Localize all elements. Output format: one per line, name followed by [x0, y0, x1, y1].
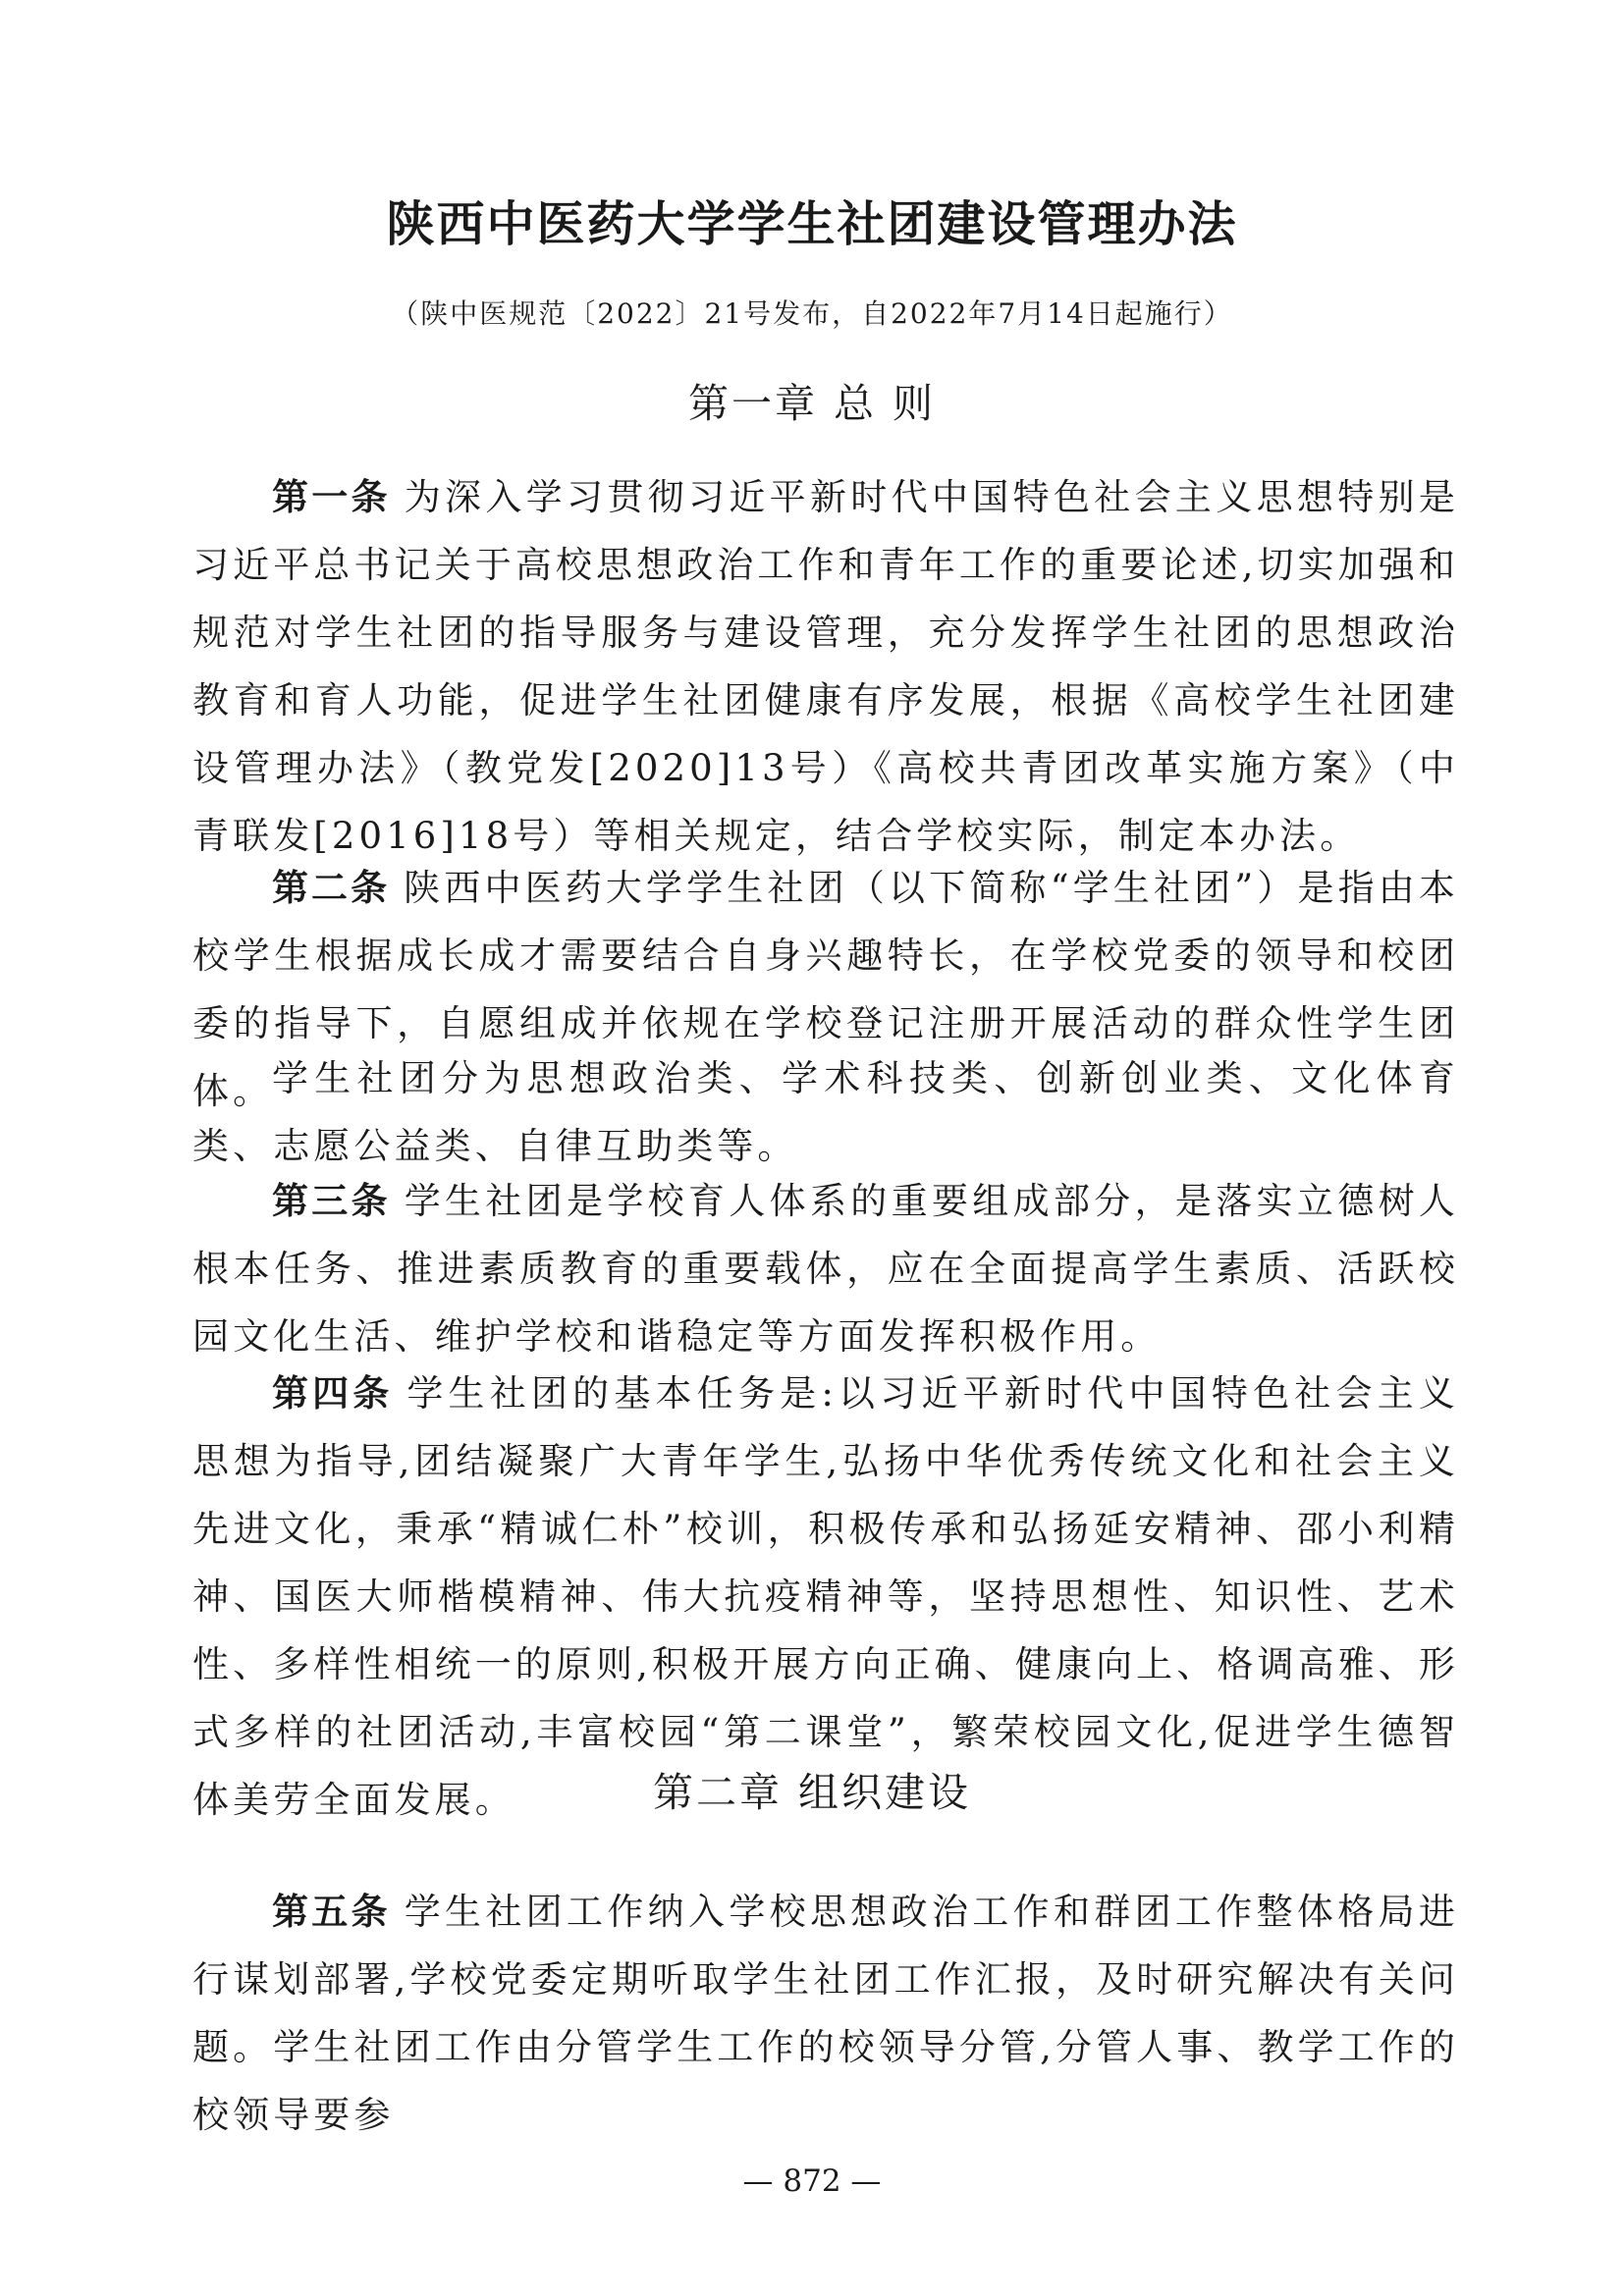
article-paragraph	[192, 1878, 1459, 2149]
article-paragraph	[192, 1167, 1459, 1370]
article-paragraph	[192, 1360, 1459, 1834]
article-text: 学生社团工作纳入学校思想政治工作和群团工作整体格局进行谋划部署,学校党委定期听取学生社团工作汇报，及时研究解决有关问题。学生社团工作由分管学生工作的校领导分管,分管人事、教学工作的校领导要参	[192, 1891, 1459, 2136]
document-subtitle: （陕中医规范〔2022〕21号发布，自2022年7月14日起施行）	[391, 297, 1233, 330]
article-label: 第四条	[272, 1372, 394, 1415]
document-title: 陕西中医药大学学生社团建设管理办法	[386, 195, 1238, 252]
chapter-heading: 第二章 组织建设	[652, 1769, 972, 1816]
article-paragraph	[192, 1044, 1459, 1180]
article-text: 学生社团是学校育人体系的重要组成部分，是落实立德树人根本任务、推进素质教育的重要载体，应在全面提高学生素质、活跃校园文化生活、维护学校和谐稳定等方面发挥积极作用。	[192, 1180, 1459, 1358]
article-text: 为深入学习贯彻习近平新时代中国特色社会主义思想特别是习近平总书记关于高校思想政治工作和青年工作的重要论述,切实加强和规范对学生社团的指导服务与建设管理，充分发挥学生社团的思想政治教育和育人功能，促进学生社团健康有序发展，根据《高校学生社团建设管理办法》（教党发[2020]13号）《高校共青团改革实施方案》（中青联发[2016]18号）等相关规定，结合学校实际，制定本办法。	[192, 476, 1459, 857]
article-paragraph	[192, 463, 1459, 870]
article-text: 陕西中医药大学学生社团（以下简称“学生社团”）是指由本校学生根据成长成才需要结合自身兴趣特长，在学校党委的领导和校团委的指导下，自愿组成并依规在学校登记注册开展活动的群众性学生团体。	[192, 867, 1460, 1112]
article-text: 学生社团分为思想政治类、学术科技类、创新创业类、文化体育类、志愿公益类、自律互助类等。	[192, 1057, 1459, 1167]
article-label: 第五条	[272, 1891, 391, 1933]
article-label: 第一条	[272, 476, 391, 518]
page-number: — 872 —	[742, 2163, 882, 2199]
chapter-heading: 第一章 总 则	[687, 380, 937, 427]
article-label: 第三条	[272, 1180, 391, 1222]
article-text: 学生社团的基本任务是:以习近平新时代中国特色社会主义思想为指导,团结凝聚广大青年学生,弘扬中华优秀传统文化和社会主义先进文化，秉承“精诚仁朴”校训，积极传承和弘扬延安精神、邵小利精神、国医大师楷模精神、伟大抗疫精神等，坚持思想性、知识性、艺术性、多样性相统一的原则,积极开展方向正确、健康向上、格调高雅、形式多样的社团活动,丰富校园“第二课堂”，繁荣校园文化,促进学生德智体美劳全面发展。	[192, 1372, 1460, 1821]
article-label: 第二条	[272, 867, 391, 909]
